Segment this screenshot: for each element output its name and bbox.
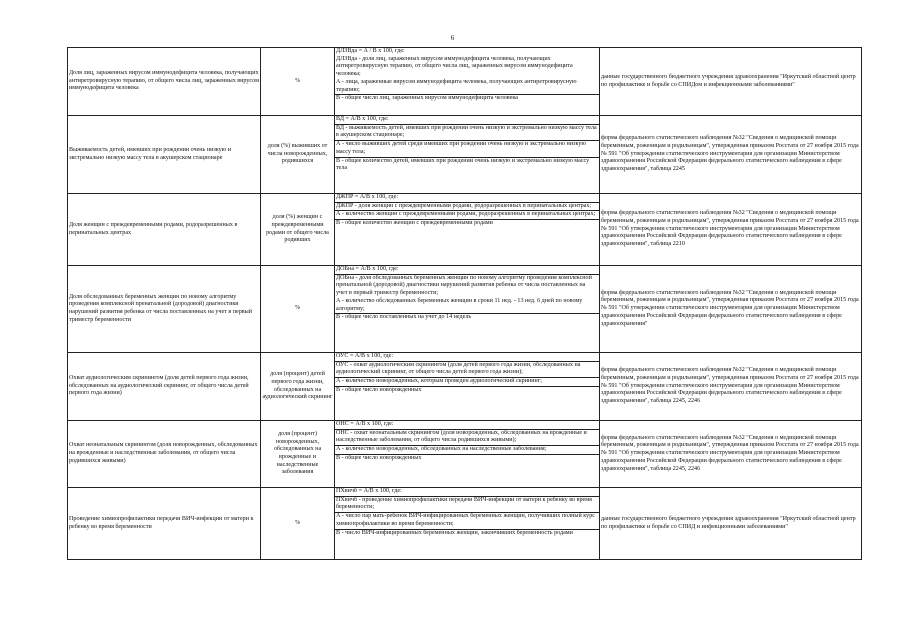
- formula-line: ДОБна = А/В х 100, где:: [336, 266, 399, 272]
- formula-line: ДЖПР = А/В х 100, где:: [336, 194, 399, 200]
- indicator-source: форма федерального статистического наблюдения №32 "Сведения о медицинской помощи беременным, роженицам и родильницам", утвержденная приказом Росстата от 27 ноября 2015 года № 591 "Об утверждении статистического инструментария для организации Министерством здравоохранения Российской Федерации федерального статистического наблюдения в сфере здравоохранения", таблица 2245, 2246: [600, 421, 862, 488]
- formula-line: ДЛЗВда = А / В х 100, где:: [336, 48, 405, 54]
- indicator-name: Проведение химиопрофилактики передачи ВИЧ-инфекции от матери к ребенку во время беременности: [68, 488, 261, 560]
- indicator-unit: %: [261, 488, 335, 560]
- indicator-unit: доля (%) выживших от числа новорожденных, родившихся: [261, 116, 335, 194]
- formula-line: ОУС = А/В х 100, где:: [336, 353, 394, 359]
- table-row: [68, 48, 862, 116]
- formula-line: А - число пар мать-ребенок ВИЧ-инфицированных беременных женщин, получивших полный курс химиопрофилактики во время беременности;: [335, 512, 599, 528]
- indicator-name: Выживаемость детей, имевших при рождении очень низкую и экстремально низкую массу тела в акушерском стационаре: [68, 116, 261, 194]
- indicator-source: форма федерального статистического наблюдения №32 "Сведения о медицинской помощи беременным, роженицам и родильницам", утвержденная приказом Росстата от 27 ноября 2015 года № 591 "Об утверждении статистического инструментария для организации Министерством здравоохранения Российской Федерации федерального статистического наблюдения в сфере здравоохранения", таблица 2245, 2246: [600, 353, 862, 421]
- formula-line: В - общее количество детей, имевших при рождении очень низкую и экстремально низкую массу тела: [335, 157, 599, 173]
- formula-line: А - лица, зараженные вирусом иммунодефицита человека, получающих антиретровирусную терапию;: [336, 78, 577, 93]
- indicator-formula: [335, 421, 600, 488]
- indicator-name: Доля лиц, зараженных вирусом иммунодефицита человека, получающих антиретровирусную терапию, от общего числа лиц, зараженных вирусом иммунодефицита человека: [68, 48, 261, 116]
- table-row: [68, 421, 862, 488]
- formula-line: А - количество новорожденных, обследованных на наследственные заболевания;: [335, 445, 599, 454]
- formula-line: ОУС - охват аудиологическим скринингом (доля детей первого года жизни, обследованных на аудиологический скрининг, от общего числа детей первого года жизни);: [335, 361, 599, 377]
- formula-line: ВД - выживаемость детей, имевших при рождении очень низкую и экстремально низкую массу тела в акушерском стационаре;: [335, 124, 599, 140]
- formula-line: ПХвичб - проведение химиопрофилактики передачи ВИЧ-инфекции от матери к ребенку во время беременности;: [335, 496, 599, 512]
- indicator-unit: %: [261, 48, 335, 116]
- indicator-unit: доля (%) женщин с преждевременными родами от общего числа родивших: [261, 194, 335, 266]
- formula-line: В - общее число новорожденных: [335, 454, 599, 463]
- indicator-name: Доля обследованных беременных женщин по новому алгоритму проведения комплексной пренатальной (дородовой) диагностики нарушений развития ребенка от числа поставленных на учет в первый триместр беременности: [68, 266, 261, 353]
- indicator-unit: доля (процент) детей первого года жизни, обследованных на аудиологический скрининг: [261, 353, 335, 421]
- indicator-formula: [335, 353, 600, 421]
- formula-line: А - число выживших детей среди имевших при рождении очень низкую и экстремально низкую массу тела;: [335, 140, 599, 156]
- indicators-table: [67, 47, 862, 560]
- table-row: [68, 194, 862, 266]
- indicator-unit: доля (процент) новорожденных, обследованных на врожденные и наследственные заболевания: [261, 421, 335, 488]
- indicator-source: форма федерального статистического наблюдения №32 "Сведения о медицинской помощи беременным, роженицам и родильницам", утвержденная приказом Росстата от 27 ноября 2015 года № 591 "Об утверждении статистического инструментария для организации Министерством здравоохранения Российской Федерации федерального статистического наблюдения в сфере здравоохранения": [600, 266, 862, 353]
- formula-line: В - общее число лиц, зараженных вирусом иммунодефицита человека: [335, 94, 599, 103]
- table-row: [68, 488, 862, 560]
- formula-line: А - количество новорожденных, которым проведен аудиологический скрининг;: [335, 377, 599, 386]
- formula-line: А - количество женщин с преждевременными родами, родоразрешенных в перинатальных центрах;: [335, 210, 599, 219]
- indicator-formula: [335, 194, 600, 266]
- formula-line: В - общее число поставленных на учет до 14 недель: [335, 313, 599, 322]
- indicator-unit: %: [261, 266, 335, 353]
- indicator-source: форма федерального статистического наблюдения №32 "Сведения о медицинской помощи беременным, роженицам и родильницам", утвержденная приказом Росстата от 27 ноября 2015 года № 591 "Об утверждении статистического инструментария для организации Министерством здравоохранения Российской Федерации федерального статистического наблюдения в сфере здравоохранения", таблица 2245: [600, 116, 862, 194]
- indicator-name: Охват аудиологическим скринингом (доля детей первого года жизни, обследованных на аудиологический скрининг, от общего числа детей первого года жизни): [68, 353, 261, 421]
- table-row: [68, 116, 862, 194]
- table-row: [68, 353, 862, 421]
- indicator-name: Доля женщин с преждевременными родами, родоразрешенных в перинатальных центрах: [68, 194, 261, 266]
- formula-line: В - число ВИЧ-инфицированных беременных женщин, закончивших беременность родами: [335, 529, 599, 538]
- formula-line: В - общее количество женщин с преждевременными родами: [335, 219, 599, 228]
- formula-line: А - количество обследованных беременных женщин в сроки 11 нед. - 13 нед. 6 дней по новому алгоритму;: [336, 297, 583, 312]
- formula-line: В - общее число новорожденных: [335, 386, 599, 395]
- indicator-source: данные государственного бюджетного учреждения здравоохранения "Иркутский областной центр по профилактике и борьбе со СПИДом и инфекционными заболеваниями": [600, 48, 862, 116]
- formula-line: ОНС - охват неонатальным скринингом (доля новорожденных, обследованных на врожденные и наследственные заболевания, от общего числа родившихся живыми);: [335, 429, 599, 445]
- formula-line: ПХвичб = А/В х 100, где:: [336, 488, 402, 494]
- page-number: 6: [450, 34, 455, 42]
- indicator-source: данные государственного бюджетного учреждения здравоохранения "Иркутский областной центр по профилактике и борьбе со СПИД и инфекционными заболеваниями": [600, 488, 862, 560]
- indicator-source: форма федерального статистического наблюдения №32 "Сведения о медицинской помощи беременным, роженицам и родильницам", утвержденная приказом Росстата от 27 ноября 2015 года № 591 "Об утверждении статистического инструментария для организации Министерством здравоохранения Российской Федерации федерального статистического наблюдения в сфере здравоохранения", таблица 2210: [600, 194, 862, 266]
- indicator-formula: [335, 116, 600, 194]
- formula-line: ОНС = А/В х 100, где:: [336, 421, 394, 427]
- indicator-formula: [335, 266, 600, 353]
- table-row: [68, 266, 862, 353]
- formula-line: ДОБна - доля обследованных беременных женщин по новому алгоритму проведения комплексной пренатальной (дородовой) диагностики нарушений развития ребенка от числа поставленных на учет в первый триместр беременности;: [335, 274, 599, 298]
- formula-line: ДЛЗВда - доля лиц, зараженных вирусом иммунодефицита человека, получающих антиретровирусную терапию, от общего числа лиц, зараженных вирусом иммунодефицита человека;: [336, 55, 573, 78]
- formula-line: ВД = А/В х 100, где:: [336, 116, 389, 122]
- indicator-formula: [335, 48, 600, 116]
- indicator-name: Охват неонатальным скринингом (доля новорожденных, обследованных на врожденные и наследственные заболевания, от общего числа родившихся живыми): [68, 421, 261, 488]
- indicator-formula: [335, 488, 600, 560]
- formula-line: ДЖПР - доля женщин с преждевременными родами, родоразрешенных в перинатальных центрах;: [335, 202, 599, 211]
